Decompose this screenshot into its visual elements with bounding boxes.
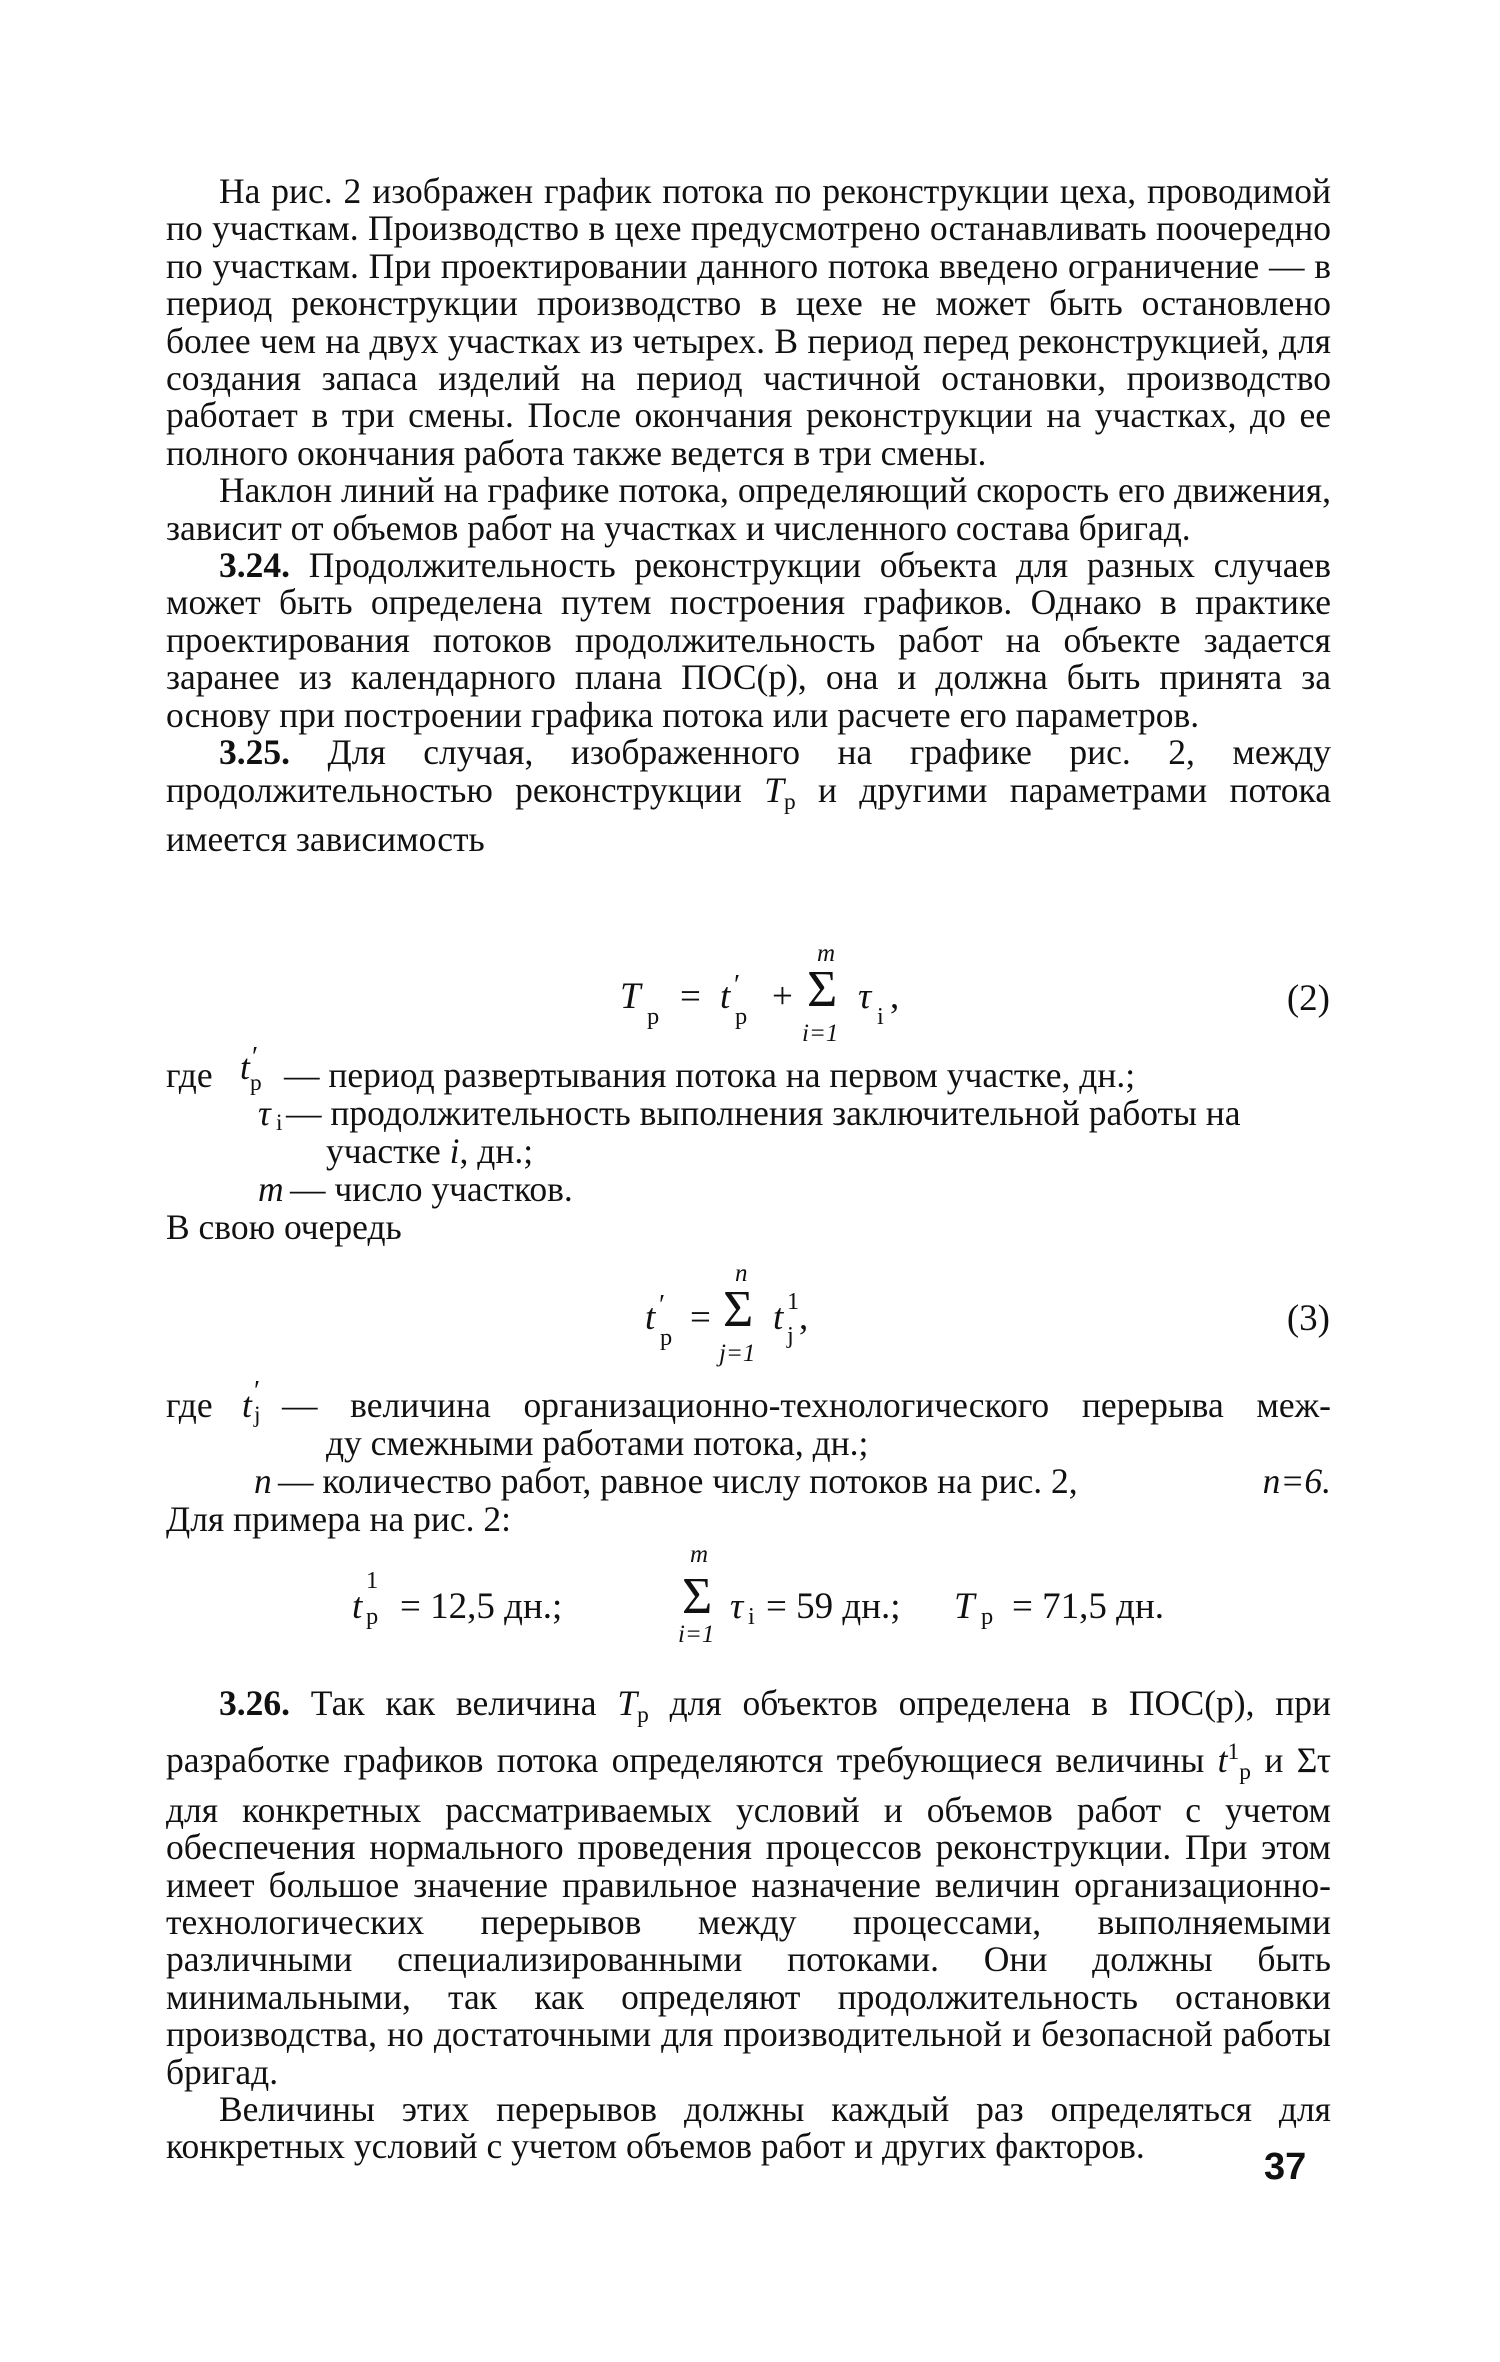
definition-text: — количество работ, равное числу потоков на рис. 2,: [278, 1461, 1078, 1501]
equals-sign: =: [680, 976, 701, 1017]
superscript-1: 1: [366, 1567, 379, 1594]
subscript-i: i: [276, 1110, 283, 1136]
equation-number-3: (3): [1286, 1298, 1330, 1339]
symbol-n: n: [254, 1461, 272, 1501]
section-number: 3.26.: [219, 1683, 290, 1723]
subscript-p: р: [366, 1603, 379, 1630]
definition-row: [166, 1501, 1331, 1539]
example-values: [352, 1541, 1252, 1675]
value-Tp: = 71,5 дн.: [1012, 1586, 1164, 1627]
text-block-bottom: [166, 1685, 1331, 2166]
section-number: 3.24.: [219, 545, 290, 586]
n-equals-value: n=6.: [1262, 1461, 1331, 1501]
paragraph-text: и другими параметрами потока имеется зависимость: [166, 769, 1332, 859]
formula-3: [645, 1260, 905, 1380]
paragraph-interruptions: Величины этих перерывов должны каждый раз определяться для конкретных условий с учетом объемов работ и других факторов.: [166, 2088, 1331, 2167]
definition-row: [166, 1133, 1331, 1171]
definition-text: ду смежными работами потока, дн.;: [326, 1423, 869, 1463]
paragraph-text: Для случая, изображенного на графике рис. 2, между продолжительностью реконструкции: [166, 732, 1331, 810]
definition-row: [166, 1171, 1331, 1209]
definition-row: [166, 1093, 1331, 1136]
subscript-j: j: [254, 1402, 261, 1428]
definition-row: [166, 1376, 1331, 1428]
subscript-i: i: [748, 1603, 755, 1630]
value-sum-tau: = 59 дн.;: [766, 1586, 901, 1627]
sum-lower-limit: i=1: [678, 1621, 715, 1648]
paragraph-text: и Στ для конкретных рассматриваемых условий и объемов работ с учетом обеспечения нормального проведения процессов реконструкции. При этом имеет большое значение правильное назначение величин организационно-технологических перерывов между процессами, выполняемыми различными специализированными потоками. Они должны быть минимальными, так как определяют продолжительность остановки производства, но достаточными для производительной и безопасной работы бригад.: [166, 1740, 1331, 2092]
definition-text: — период развертывания потока на первом участке, дн.;: [284, 1055, 1136, 1095]
sum-upper-limit: m: [817, 940, 836, 967]
value-t1p: = 12,5 дн.;: [400, 1586, 563, 1627]
paragraph-3-26: [166, 1685, 1331, 2091]
example-intro: Для примера на рис. 2:: [166, 1499, 511, 1539]
where-label: где: [166, 1055, 213, 1095]
symbol-t: t: [720, 976, 731, 1017]
symbol-t: t: [1217, 1740, 1228, 1781]
paragraph-3-25: [166, 734, 1331, 858]
prime-mark: ′: [734, 970, 741, 1001]
formula-2: [620, 940, 1040, 1062]
subscript-p: р: [647, 1003, 660, 1030]
definition-text: [326, 1133, 533, 1170]
comma: ,: [890, 976, 900, 1017]
symbol-T: T: [617, 1683, 638, 1723]
symbol-T: T: [954, 1586, 975, 1627]
section-number: 3.25.: [219, 732, 290, 773]
symbol-tau: τ: [258, 1093, 271, 1133]
definition-text-part: , дн.;: [459, 1131, 534, 1171]
definition-text: — продолжительность выполнения заключительной работы на: [286, 1093, 1241, 1133]
superscript-1: 1: [787, 1288, 800, 1315]
definition-row: [166, 1209, 1331, 1247]
prime-mark: ′: [252, 1042, 259, 1073]
superscript-1: 1: [1227, 1739, 1240, 1766]
subscript-i: i: [877, 1003, 884, 1030]
symbol-T: T: [764, 769, 784, 810]
sigma-symbol: Σ: [682, 1568, 713, 1625]
subscript-p: р: [783, 788, 796, 815]
prime-mark: ′: [254, 1376, 261, 1407]
subscript-p: р: [250, 1070, 262, 1096]
symbol-t: t: [773, 1297, 784, 1338]
definition-text-part: участке: [326, 1131, 450, 1171]
where-label: где: [166, 1385, 213, 1425]
prime-mark: ′: [659, 1290, 666, 1321]
paragraph-text: Так как величина: [310, 1683, 618, 1723]
paragraph-text: для объектов определена в ПОС(р), при разработке графиков потока определяются требующиеся величины: [166, 1683, 1332, 1781]
paragraph-text: Продолжительность реконструкции объекта для разных случаев может быть определена путем построения графиков. Однако в практике проектирования потоков продолжительность работ на объекте задается заранее из календарного плана ПОС(р), она и должна быть принята за основу при построении графика потока или расчете его параметров.: [166, 545, 1332, 735]
symbol-tau: τ: [858, 976, 872, 1017]
subscript-p: р: [1239, 1759, 1251, 1786]
symbol-t: t: [240, 1047, 250, 1087]
symbol-i: i: [449, 1131, 460, 1171]
in-turn-text: В свою очередь: [166, 1207, 402, 1247]
definition-row: [166, 1425, 1331, 1463]
subscript-j: j: [787, 1322, 794, 1349]
paragraph-reconstruction-schedule: На рис. 2 изображен график потока по реконструкции цеха, проводимой по участкам. Производство в цехе предусмотрено останавливать поочередно по участкам. При проектировании данного потока введено ограничение — в период реконструкции производство в цехе не может быть остановлено более чем на двух участках из четырех. В период перед реконструкцией, для создания запаса изделий на период частичной остановки, производство работает в три смены. После окончания реконструкции на участках, до ее полного окончания работа также ведется в три смены.: [166, 171, 1331, 473]
subscript-p: р: [981, 1603, 994, 1630]
sum-lower-limit: j=1: [719, 1340, 756, 1367]
sum-upper-limit: n: [735, 1260, 748, 1287]
sigma-symbol: Σ: [807, 961, 838, 1018]
sum-lower-limit: i=1: [802, 1020, 839, 1047]
subscript-p: р: [637, 1702, 649, 1729]
symbol-T: T: [620, 976, 641, 1017]
subscript-p: р: [735, 1003, 748, 1030]
symbol-t: t: [242, 1385, 252, 1425]
equation-number-2: (2): [1286, 978, 1330, 1019]
definition-row: [166, 1463, 1331, 1501]
symbol-m: m: [258, 1169, 284, 1209]
definition-row: [166, 1042, 1331, 1096]
page-number: 37: [1264, 2146, 1307, 2188]
subscript-p: р: [660, 1324, 673, 1351]
definition-text: — число участков.: [290, 1169, 573, 1209]
equals-sign: =: [690, 1297, 711, 1338]
sigma-symbol: Σ: [723, 1281, 754, 1338]
text-block-top: [166, 173, 1331, 858]
symbol-t: t: [645, 1297, 656, 1338]
symbol-tau: τ: [730, 1586, 744, 1627]
definition-text: — величина организационно-технологического перерыва меж-: [282, 1385, 1331, 1425]
symbol-t: t: [352, 1586, 363, 1627]
comma: ,: [799, 1297, 809, 1338]
plus-sign: +: [772, 976, 793, 1017]
sum-upper-limit: m: [690, 1541, 709, 1568]
paragraph-3-24: [166, 547, 1331, 734]
definitions-formula-3: [166, 1376, 1331, 1539]
definitions-formula-2: [166, 1042, 1331, 1247]
paragraph-line-slope: Наклон линий на графике потока, определяющий скорость его движения, зависит от объемов работ на участках и численного состава бригад.: [166, 470, 1331, 548]
